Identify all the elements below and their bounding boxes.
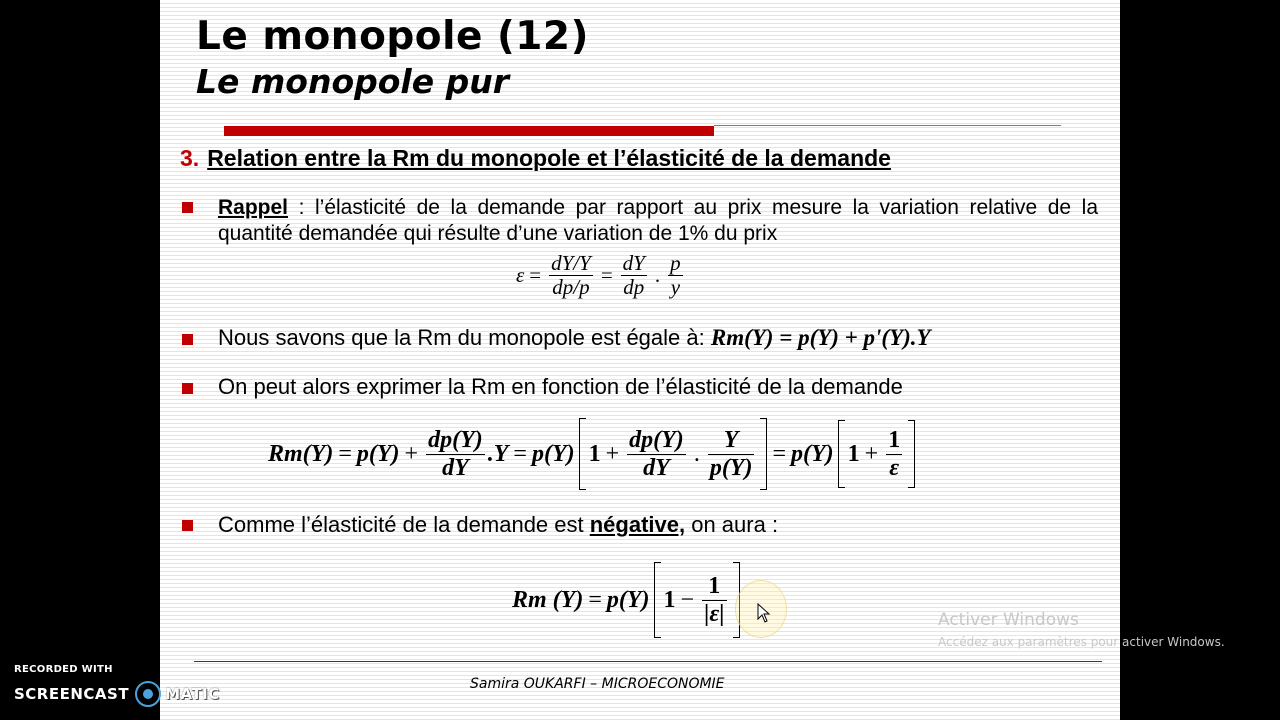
formula-bracket: 1 − $\frac{1}{|\varepsilon|}$ bbox=[654, 562, 740, 638]
formula-bracket: 1 + $\frac{1}{\varepsilon}$ bbox=[838, 420, 916, 488]
bullet-icon bbox=[182, 202, 193, 213]
bullet-text: Nous savons que la Rm du monopole est égale à: bbox=[218, 325, 711, 350]
mouse-cursor-icon bbox=[757, 603, 771, 623]
windows-activation-subtitle: Accédez aux paramètres pour activer Windows. bbox=[938, 635, 1225, 649]
title-accent-bar bbox=[224, 126, 714, 136]
bullet-icon bbox=[182, 520, 193, 531]
formula-fraction: $\frac{dY/Y}{dp/p}$ bbox=[551, 251, 591, 300]
recorder-watermark bbox=[14, 664, 220, 707]
recorder-logo-icon bbox=[135, 681, 161, 707]
formula-fraction: $\frac{dY}{dp}$ bbox=[622, 251, 645, 300]
formula-bracket: 1 + $\frac{dp(Y)}{dY}$ . $\frac{Y}{p(Y)}$ bbox=[579, 418, 768, 490]
formula-fraction: $\frac{dp(Y)}{dY}$ bbox=[428, 427, 483, 481]
emphasis-negative: négative, bbox=[589, 512, 686, 537]
formula-rm-negative: Rm (Y) = p(Y) 1 − $\frac{1}{|\varepsilon|}$ bbox=[512, 562, 740, 638]
bullet-rappel bbox=[218, 195, 1098, 247]
bullet-text: Comme l’élasticité de la demande est bbox=[218, 512, 590, 537]
recorder-brand-right: MATIC bbox=[165, 685, 220, 703]
footer-divider bbox=[194, 661, 1102, 662]
rappel-text: : l’élasticité de la demande par rapport au prix mesure la variation relative de la quantité demandée qui résulte d’une variation de 1% du prix bbox=[218, 196, 1098, 245]
section-heading-text: Relation entre la Rm du monopole et l’élasticité de la demande bbox=[207, 145, 891, 171]
recorder-brand-left: SCREENCAST bbox=[14, 685, 130, 703]
bullet-rm-elasticity: On peut alors exprimer la Rm en fonction de l’élasticité de la demande bbox=[218, 374, 903, 399]
formula-fraction: $\frac{p}{y}$ bbox=[670, 251, 681, 300]
bullet-negative bbox=[218, 512, 778, 538]
slide-title: Le monopole (12) bbox=[196, 14, 589, 59]
formula-symbol: ε bbox=[516, 263, 525, 288]
formula-elasticity: ε = $\frac{dY/Y}{dp/p}$ = $\frac{dY}{dp}$ . $\frac{p}{y}$ bbox=[516, 251, 681, 300]
bullet-text: on aura : bbox=[685, 512, 779, 537]
slide-footer: Samira OUKARFI – MICROECONOMIE bbox=[470, 676, 725, 692]
section-heading bbox=[180, 145, 891, 172]
bullet-icon bbox=[182, 383, 193, 394]
rappel-label: Rappel bbox=[218, 196, 289, 219]
recorder-label: RECORDED WITH bbox=[14, 664, 113, 675]
bullet-rm-definition bbox=[218, 325, 931, 351]
section-number: 3. bbox=[180, 145, 200, 171]
windows-activation-title: Activer Windows bbox=[938, 610, 1079, 630]
title-accent-line bbox=[714, 125, 1061, 126]
slide-subtitle: Le monopole pur bbox=[196, 62, 509, 101]
formula-rm-expansion: Rm(Y) = p(Y) + $\frac{dp(Y)}{dY}$ .Y = p(Y) 1 + $\frac{dp(Y)}{dY}$ . $\frac{Y}{p(Y)}$ = p(Y) 1 + $\frac{1}{\varepsilon}$ bbox=[268, 418, 915, 490]
bullet-icon bbox=[182, 334, 193, 345]
formula-rm-inline: Rm(Y) = p(Y) + p'(Y).Y bbox=[710, 325, 931, 350]
